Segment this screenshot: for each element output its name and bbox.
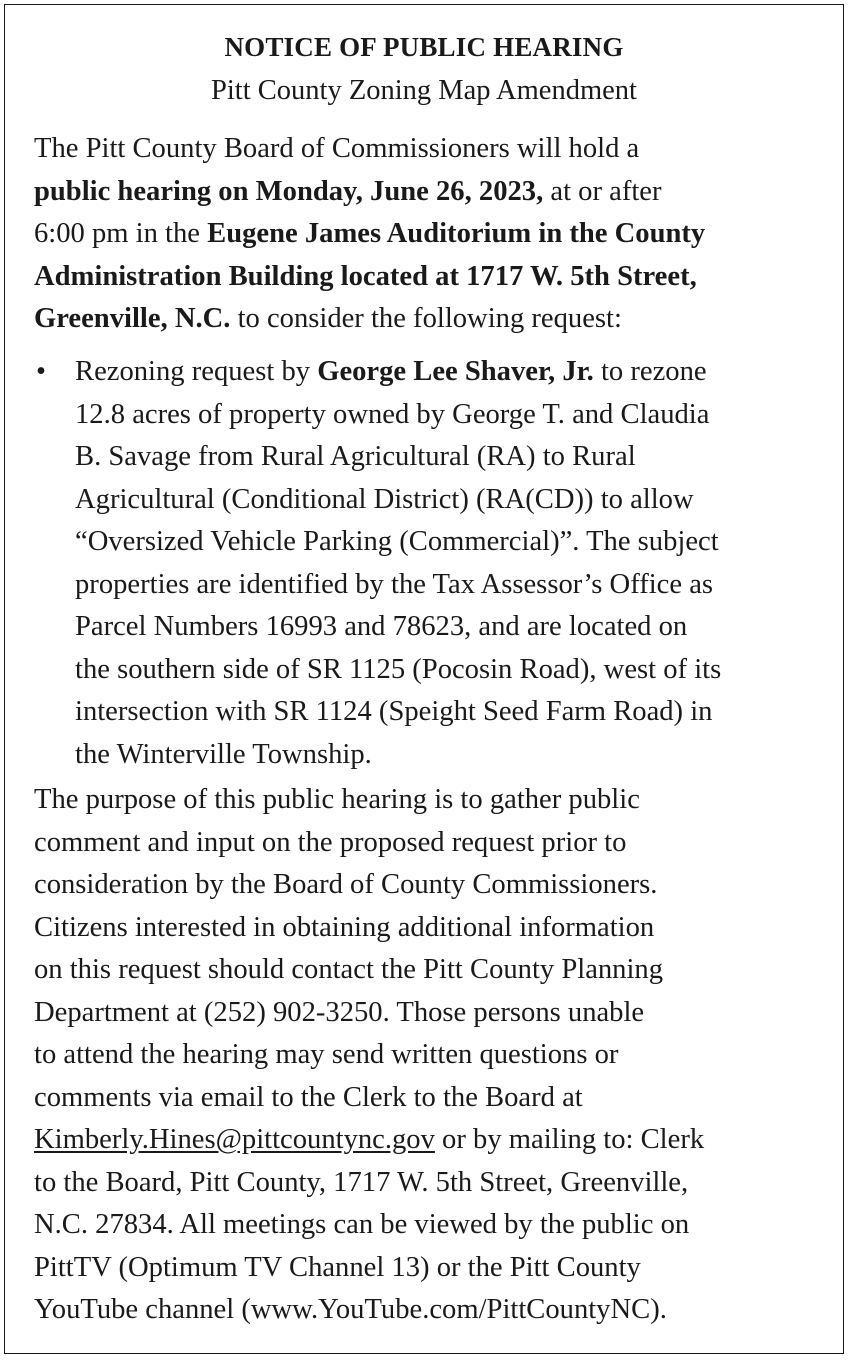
notice-title: NOTICE OF PUBLIC HEARING [224, 32, 624, 62]
request-line: the southern side of SR 1125 (Pocosin Road), west of its [75, 653, 722, 685]
hearing-date: public hearing on Monday, June 26, 2023, [34, 175, 544, 207]
purpose-line: to the Board, Pitt County, 1717 W. 5th Street, Greenville, [34, 1166, 689, 1198]
purpose-line: comment and input on the proposed request prior to [34, 826, 627, 858]
intro-paragraph [34, 128, 705, 341]
purpose-line [34, 1119, 704, 1162]
purpose-line: YouTube channel (www.YouTube.com/PittCountyNC). [34, 1294, 667, 1325]
intro-line [34, 256, 705, 299]
purpose-line: N.C. 27834. All meetings can be viewed by the public on [34, 1209, 690, 1240]
request-line: 12.8 acres of property owned by George T. and Claudia [75, 398, 710, 430]
hearing-location: Administration Building located at 1717 W. 5th Street, [34, 260, 697, 292]
request-text: to rezone [593, 356, 707, 387]
purpose-line: The purpose of this public hearing is to gather public [34, 784, 640, 815]
intro-line [34, 213, 705, 256]
request-line: B. Savage from Rural Agricultural (RA) to Rural [75, 441, 636, 472]
request-item [75, 351, 721, 776]
applicant-name: George Lee Shaver, Jr. [317, 356, 594, 387]
request-line: Agricultural (Conditional District) (RA(CD)) to allow [75, 483, 694, 515]
purpose-line: comments via email to the Clerk to the Board at [34, 1081, 583, 1113]
public-hearing-notice [4, 4, 844, 1354]
intro-text: to consider the following request: [230, 303, 622, 334]
purpose-line: to attend the hearing may send written questions or [34, 1039, 619, 1070]
request-line [75, 351, 721, 394]
purpose-line: consideration by the Board of County Commissioners. [34, 869, 658, 900]
intro-text: at or after [543, 175, 662, 207]
intro-line [34, 171, 705, 214]
intro-line [34, 128, 705, 171]
request-line: Parcel Numbers 16993 and 78623, and are located on [75, 611, 688, 642]
intro-line [34, 298, 705, 341]
hearing-city: Greenville, N.C. [34, 303, 231, 334]
purpose-line: on this request should contact the Pitt County Planning [34, 954, 664, 985]
purpose-line: Citizens interested in obtaining additional information [34, 911, 655, 943]
clerk-email-link[interactable]: Kimberly.Hines@pittcountync.gov [34, 1124, 435, 1155]
notice-subtitle: Pitt County Zoning Map Amendment [211, 75, 637, 106]
hearing-location: Eugene James Auditorium in the County [207, 218, 706, 249]
purpose-text: or by mailing to: Clerk [434, 1124, 705, 1155]
intro-text: The Pitt County Board of Commissioners will hold a [34, 133, 640, 164]
purpose-line: PittTV (Optimum TV Channel 13) or the Pitt County [34, 1251, 641, 1283]
request-line: intersection with SR 1124 (Speight Seed Farm Road) in [75, 696, 713, 727]
request-line: “Oversized Vehicle Parking (Commercial)”. The subject [75, 526, 719, 557]
purpose-paragraph [34, 779, 704, 1332]
request-text: Rezoning request by [75, 356, 318, 387]
bullet-marker: • [36, 356, 47, 387]
request-line: properties are identified by the Tax Assessor’s Office as [75, 568, 714, 600]
request-line: the Winterville Township. [75, 738, 372, 770]
intro-text: 6:00 pm in the [34, 218, 208, 249]
purpose-line: Department at (252) 902-3250. Those persons unable [34, 996, 645, 1028]
